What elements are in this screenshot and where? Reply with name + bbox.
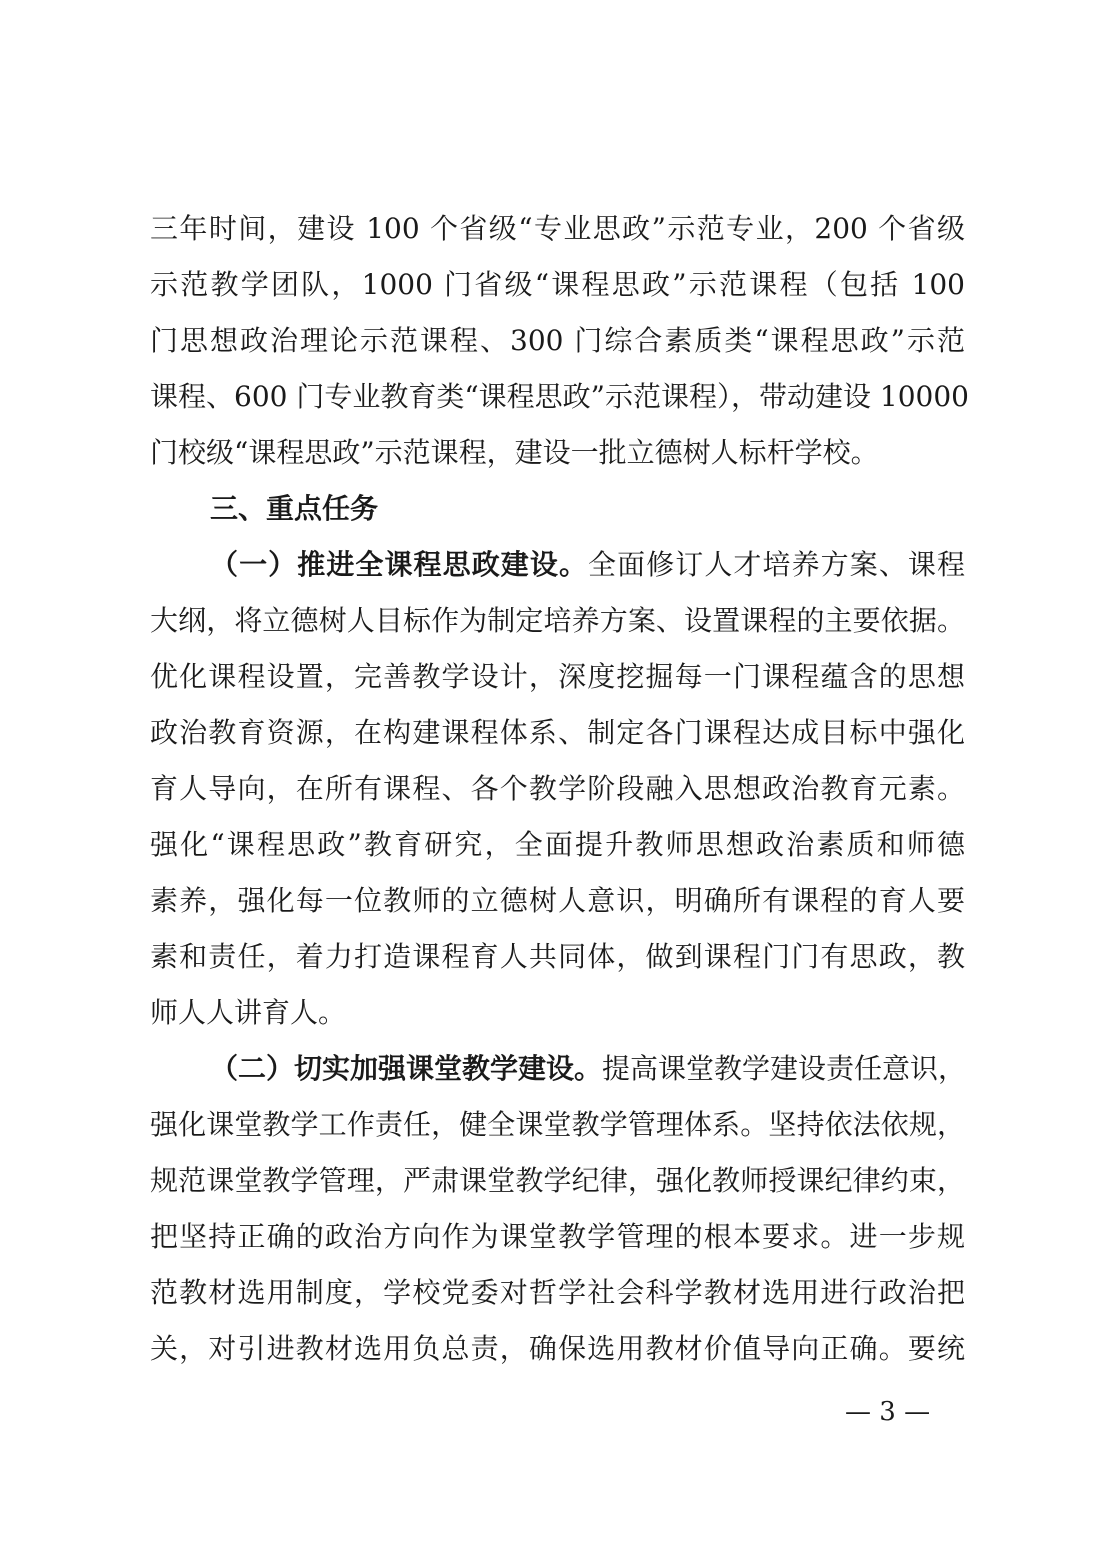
- paragraph-goal-line-4: 课程、600 门专业教育类“课程思政”示范课程），带动建设 10000: [150, 380, 969, 413]
- task2-line-5: 范教材选用制度，学校党委对哲学社会科学教材选用进行政治把: [150, 1276, 965, 1309]
- task1-line-4: 政治教育资源，在构建课程体系、制定各门课程达成目标中强化: [150, 716, 965, 749]
- task1-lead: （一）推进全课程思政建设。: [210, 548, 589, 581]
- page-number: — 3 —: [845, 1397, 931, 1427]
- task1-line-1: [210, 537, 965, 593]
- task1-line-2: 大纲，将立德树人目标作为制定培养方案、设置课程的主要依据。: [150, 604, 965, 637]
- task1-line-1-text: 全面修订人才培养方案、课程: [588, 548, 965, 581]
- task2-line-2: 强化课堂教学工作责任，健全课堂教学管理体系。坚持依法依规，: [150, 1108, 965, 1141]
- task1-line-6: 强化“课程思政”教育研究，全面提升教师思想政治素质和师德: [150, 828, 965, 861]
- task2-line-6: 关，对引进教材选用负总责，确保选用教材价值导向正确。要统: [150, 1332, 965, 1365]
- task2-lead: （二）切实加强课堂教学建设。: [210, 1052, 603, 1085]
- task2-line-1: [210, 1041, 965, 1097]
- task1-line-9: 师人人讲育人。: [150, 996, 347, 1029]
- paragraph-goal-line-5: 门校级“课程思政”示范课程，建设一批立德树人标杆学校。: [150, 436, 879, 469]
- task1-line-3: 优化课程设置，完善教学设计，深度挖掘每一门课程蕴含的思想: [150, 660, 965, 693]
- task1-line-8: 素和责任，着力打造课程育人共同体，做到课程门门有思政，教: [150, 940, 965, 973]
- section-heading: 三、重点任务: [210, 492, 379, 525]
- paragraph-goal-line-2: 示范教学团队，1000 门省级“课程思政”示范课程（包括 100: [150, 268, 965, 301]
- task2-line-1-text: 提高课堂教学建设责任意识，: [602, 1052, 967, 1085]
- paragraph-goal-line-1: 三年时间，建设 100 个省级“专业思政”示范专业，200 个省级: [150, 212, 965, 245]
- task2-line-3: 规范课堂教学管理，严肃课堂教学纪律，强化教师授课纪律约束，: [150, 1164, 965, 1197]
- task1-line-5: 育人导向，在所有课程、各个教学阶段融入思想政治教育元素。: [150, 772, 965, 805]
- paragraph-goal-line-3: 门思想政治理论示范课程、300 门综合素质类“课程思政”示范: [150, 324, 965, 357]
- task1-line-7: 素养，强化每一位教师的立德树人意识，明确所有课程的育人要: [150, 884, 965, 917]
- task2-line-4: 把坚持正确的政治方向作为课堂教学管理的根本要求。进一步规: [150, 1220, 965, 1253]
